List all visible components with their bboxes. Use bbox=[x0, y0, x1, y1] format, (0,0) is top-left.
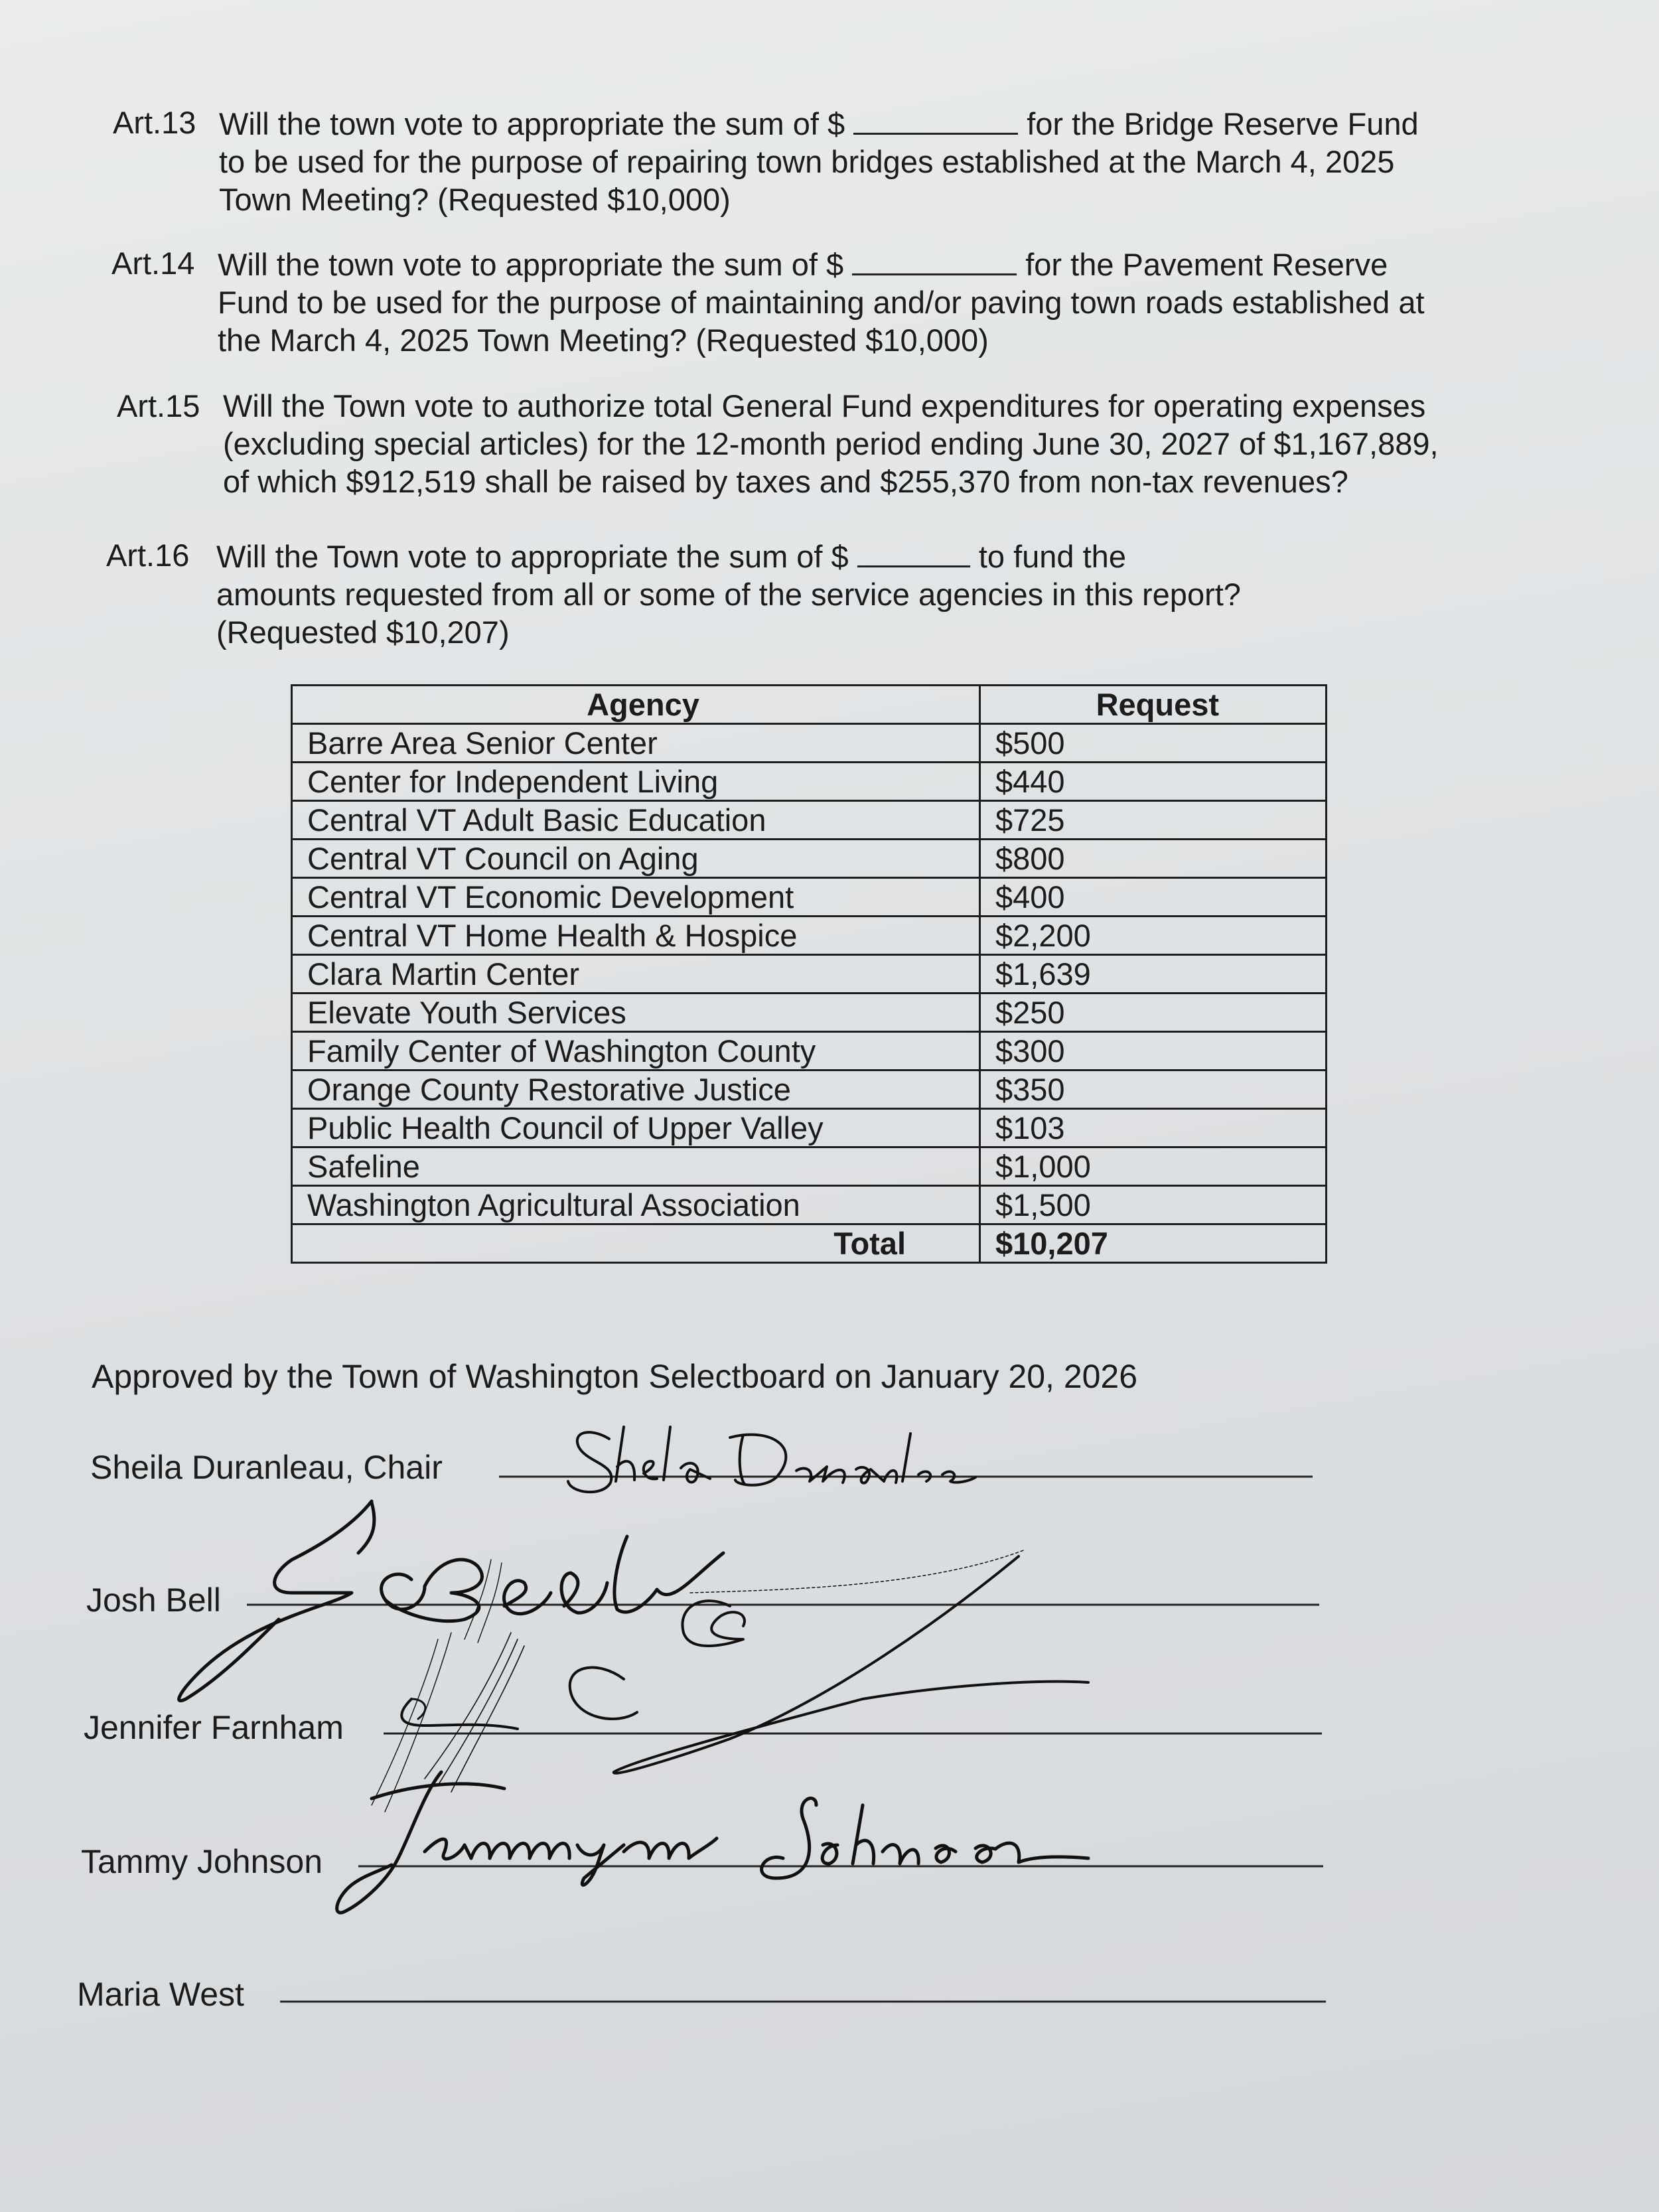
agency-name: Family Center of Washington County bbox=[292, 1032, 980, 1070]
signature-sheila-duranleau bbox=[568, 1427, 975, 1492]
table-row bbox=[292, 878, 1327, 917]
table-row bbox=[292, 1070, 1327, 1109]
agency-name: Public Health Council of Upper Valley bbox=[292, 1109, 980, 1147]
article-number: Art.14 bbox=[111, 246, 195, 281]
table-row bbox=[292, 1186, 1327, 1224]
agency-name: Center for Independent Living bbox=[292, 763, 980, 801]
request-amount: $400 bbox=[980, 878, 1327, 917]
signer-name: Josh Bell bbox=[86, 1582, 221, 1619]
article-number: Art.13 bbox=[113, 105, 196, 140]
signer-name: Sheila Duranleau, Chair bbox=[90, 1449, 443, 1486]
article-text: Will the town vote to appropriate the sum of $ bbox=[218, 247, 844, 282]
amount-blank bbox=[853, 104, 1018, 135]
table-row bbox=[292, 917, 1327, 955]
signature-jennifer-farnham bbox=[372, 1550, 1088, 1812]
article-number: Art.15 bbox=[117, 388, 200, 423]
signature-tammy-johnson bbox=[337, 1772, 1088, 1913]
signature-line-josh bbox=[86, 1581, 221, 1619]
signature-line-tammy bbox=[81, 1842, 323, 1881]
amount-blank bbox=[857, 536, 970, 567]
table-row bbox=[292, 1109, 1327, 1147]
signer-name: Jennifer Farnham bbox=[84, 1709, 344, 1746]
table-header-row bbox=[292, 686, 1327, 724]
article-text: to be used for the purpose of repairing town bridges established at the March 4, 2025 bbox=[219, 144, 1395, 179]
table-row bbox=[292, 1032, 1327, 1070]
approval-statement: Approved by the Town of Washington Selectboard on January 20, 2026 bbox=[92, 1358, 1138, 1395]
request-amount: $725 bbox=[980, 801, 1327, 840]
agency-name: Central VT Home Health & Hospice bbox=[292, 917, 980, 955]
request-amount: $800 bbox=[980, 840, 1327, 878]
request-amount: $1,639 bbox=[980, 955, 1327, 994]
signer-name: Tammy Johnson bbox=[81, 1843, 323, 1880]
request-amount: $103 bbox=[980, 1109, 1327, 1147]
request-amount: $440 bbox=[980, 763, 1327, 801]
request-amount: $1,500 bbox=[980, 1186, 1327, 1224]
request-amount: $2,200 bbox=[980, 917, 1327, 955]
table-row bbox=[292, 724, 1327, 763]
agency-name: Orange County Restorative Justice bbox=[292, 1070, 980, 1109]
signature-josh-bell bbox=[179, 1501, 723, 1701]
column-header-agency: Agency bbox=[292, 686, 980, 724]
request-amount: $350 bbox=[980, 1070, 1327, 1109]
article-text: Fund to be used for the purpose of maintaining and/or paving town roads established at bbox=[218, 285, 1425, 320]
table-row bbox=[292, 994, 1327, 1032]
signature-line-sheila bbox=[90, 1448, 443, 1487]
signer-name: Maria West bbox=[77, 1976, 244, 2013]
total-row bbox=[292, 1224, 1327, 1263]
agency-name: Washington Agricultural Association bbox=[292, 1186, 980, 1224]
agency-name: Central VT Adult Basic Education bbox=[292, 801, 980, 840]
table-row bbox=[292, 840, 1327, 878]
article-text: for the Bridge Reserve Fund bbox=[1027, 106, 1419, 141]
agency-name: Central VT Council on Aging bbox=[292, 840, 980, 878]
article-text: for the Pavement Reserve bbox=[1025, 247, 1388, 282]
agency-name: Safeline bbox=[292, 1147, 980, 1186]
agency-name: Central VT Economic Development bbox=[292, 878, 980, 917]
article-text: Will the town vote to appropriate the sum of $ bbox=[219, 106, 845, 141]
amount-blank bbox=[852, 244, 1017, 275]
total-label: Total bbox=[292, 1224, 980, 1263]
agency-name: Clara Martin Center bbox=[292, 955, 980, 994]
table-row bbox=[292, 1147, 1327, 1186]
table-body bbox=[292, 724, 1327, 1224]
article-14 bbox=[111, 244, 1505, 360]
article-16 bbox=[106, 536, 1500, 652]
request-amount: $500 bbox=[980, 724, 1327, 763]
article-15 bbox=[117, 387, 1510, 503]
article-13 bbox=[113, 104, 1506, 220]
article-text: to fund the bbox=[978, 539, 1126, 574]
request-amount: $1,000 bbox=[980, 1147, 1327, 1186]
agency-name: Barre Area Senior Center bbox=[292, 724, 980, 763]
article-text: (excluding special articles) for the 12-month period ending June 30, 2027 of $1,167,889, bbox=[223, 426, 1439, 461]
request-amount: $250 bbox=[980, 994, 1327, 1032]
article-text: Town Meeting? (Requested $10,000) bbox=[219, 182, 731, 217]
article-text: of which $912,519 shall be raised by taxes and $255,370 from non-tax revenues? bbox=[223, 464, 1348, 499]
table-row bbox=[292, 801, 1327, 840]
article-text: Will the Town vote to authorize total General Fund expenditures for operating expenses bbox=[223, 388, 1426, 423]
column-header-request: Request bbox=[980, 686, 1327, 724]
article-text: (Requested $10,207) bbox=[216, 615, 510, 650]
agency-request-table bbox=[291, 684, 1327, 1264]
agency-name: Elevate Youth Services bbox=[292, 994, 980, 1032]
signature-line-maria bbox=[77, 1975, 244, 2014]
total-value: $10,207 bbox=[980, 1224, 1327, 1263]
article-text: amounts requested from all or some of the service agencies in this report? bbox=[216, 577, 1241, 612]
signature-line-jennifer bbox=[84, 1708, 344, 1747]
article-number: Art.16 bbox=[106, 538, 190, 573]
table-row bbox=[292, 955, 1327, 994]
request-amount: $300 bbox=[980, 1032, 1327, 1070]
table-row bbox=[292, 763, 1327, 801]
article-text: the March 4, 2025 Town Meeting? (Requested $10,000) bbox=[218, 323, 989, 358]
article-text: Will the Town vote to appropriate the sum of $ bbox=[216, 539, 849, 574]
